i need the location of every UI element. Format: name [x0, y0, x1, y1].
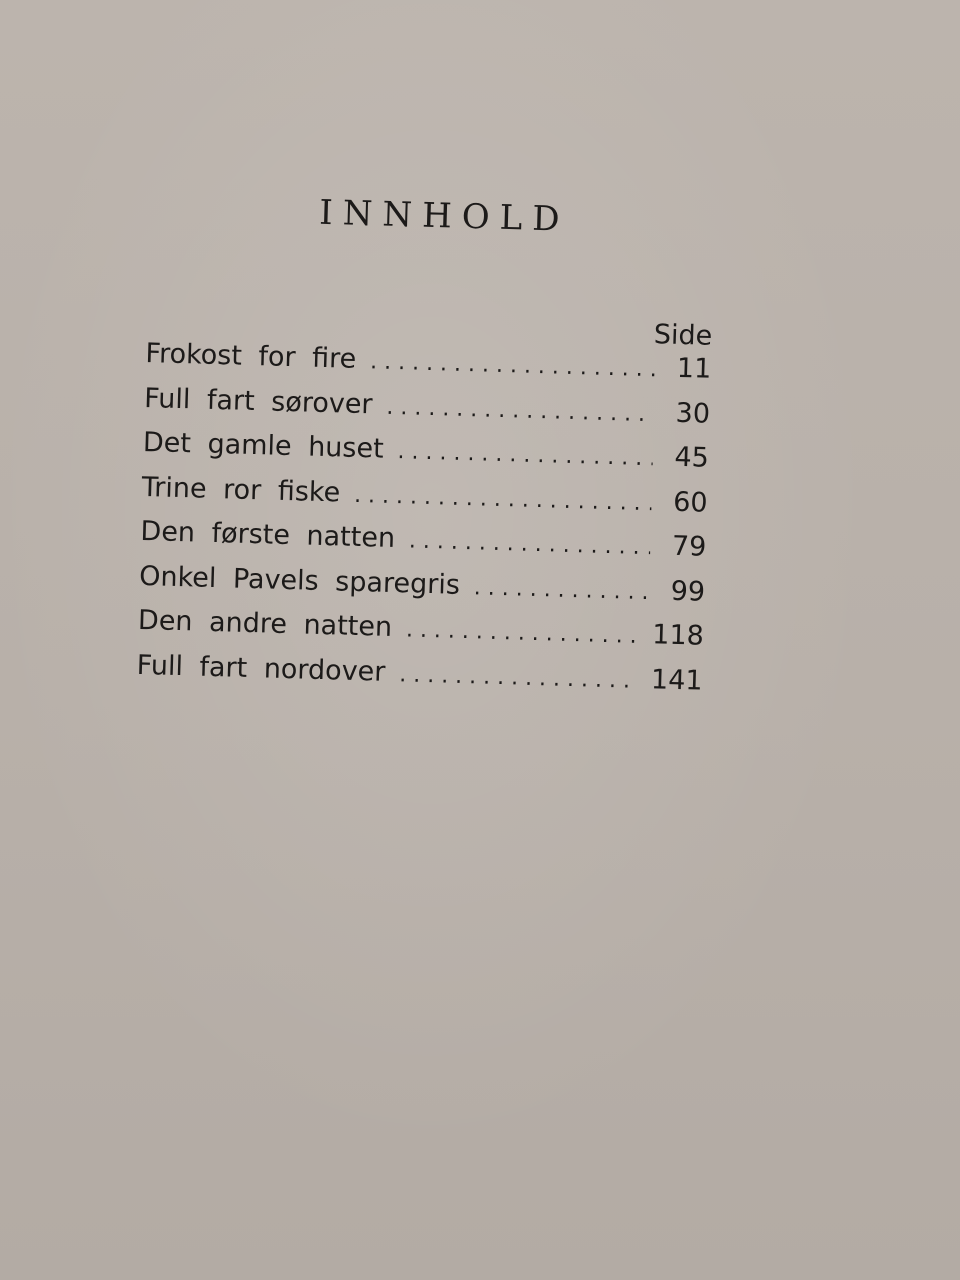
- dot-leader: [409, 528, 651, 560]
- chapter-title: Trine ror fiske: [141, 471, 341, 508]
- toc-list: [136, 338, 716, 710]
- dot-leader: [406, 617, 641, 649]
- chapter-page-number: 11: [676, 352, 712, 385]
- dot-leader: [370, 349, 656, 382]
- chapter-title: Den første natten: [140, 515, 396, 555]
- chapter-title: Onkel Pavels sparegris: [138, 560, 461, 601]
- chapter-page-number: 79: [671, 530, 707, 563]
- chapter-title: Det gamle huset: [142, 426, 385, 465]
- dot-leader: [399, 662, 639, 694]
- page-title: INNHOLD: [318, 192, 571, 240]
- chapter-page-number: 118: [651, 619, 705, 652]
- table-of-contents: [136, 188, 720, 710]
- dot-leader: [397, 439, 653, 471]
- dot-leader: [354, 482, 652, 515]
- chapter-page-number: 60: [672, 486, 708, 519]
- chapter-page-number: 30: [675, 397, 711, 430]
- chapter-title: Frokost for fire: [145, 337, 357, 375]
- chapter-title: Full fart nordover: [136, 649, 386, 688]
- page-column-header: Side: [653, 319, 713, 352]
- chapter-page-number: 45: [674, 441, 710, 474]
- dot-leader: [474, 575, 650, 605]
- dot-leader: [386, 394, 654, 426]
- chapter-page-number: 141: [650, 663, 704, 697]
- chapter-page-number: 99: [670, 575, 706, 608]
- chapter-title: Den andre natten: [137, 604, 393, 643]
- chapter-title: Full fart sørover: [143, 382, 373, 420]
